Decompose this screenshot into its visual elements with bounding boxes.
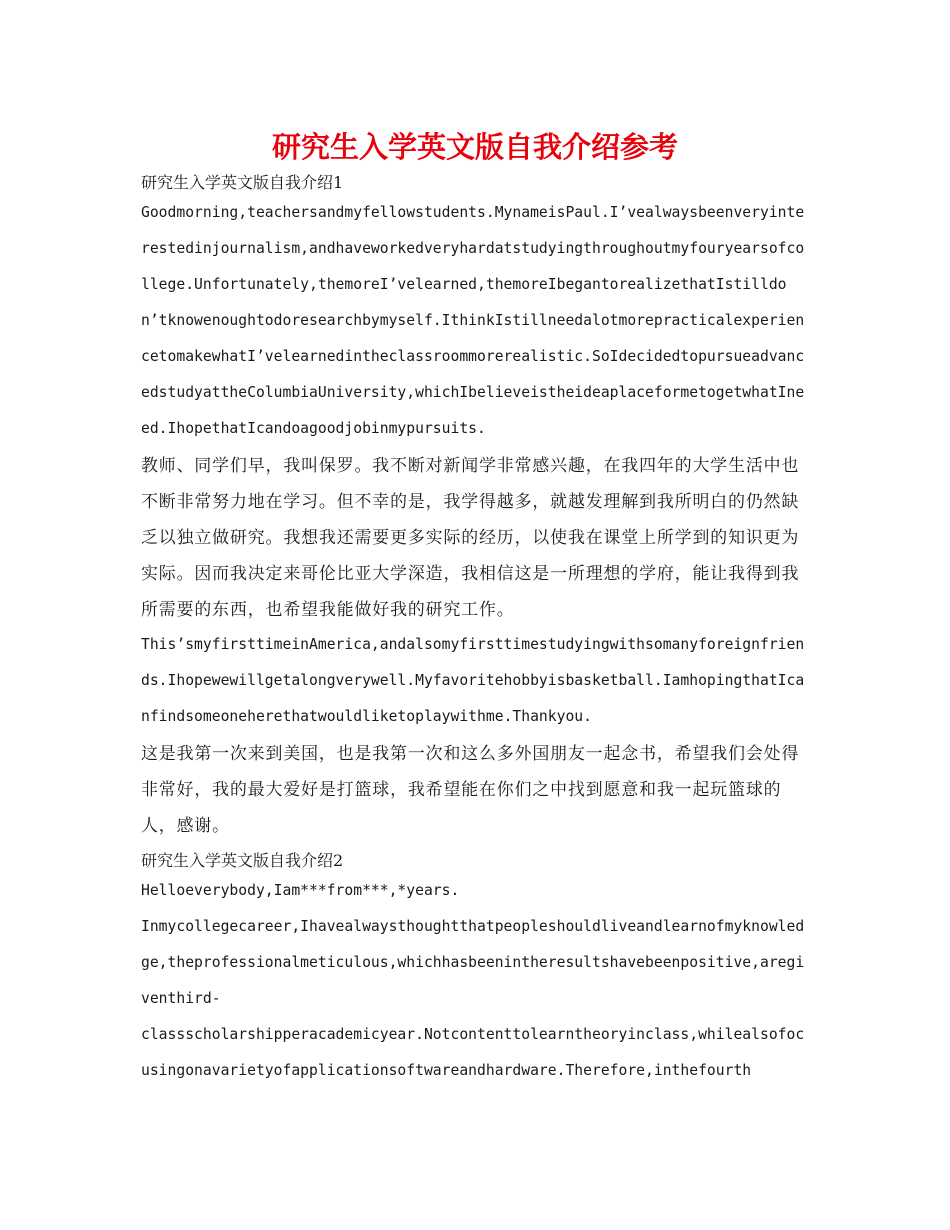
section-heading-1: 研究生入学英文版自我介绍1 <box>141 173 344 192</box>
paragraph-1-chinese: 教师、同学们早，我叫保罗。我不断对新闻学非常感兴趣，在我四年的大学生活中也不断非常努力地在学习。但不幸的是，我学得越多，就越发理解到我所明白的仍然缺乏以独立做研究。我想我还需要更多实际的经历，以使我在课堂上所学到的知识更为实际。因而我决定来哥伦比亚大学深造，我相信这是一所理想的学府，能让我得到我所需要的东西，也希望我能做好我的研究工作。 <box>141 455 800 619</box>
paragraph-2-english: This’smyfirsttimeinAmerica,andalsomyfirsttimestudyingwithsomanyforeignfriends.Ihopewewillgetalongverywell.Myfavoritehobbyisbasketball.IamhopingthatIcanfindsomeoneherethatwouldliketoplaywithme.Thankyou. <box>141 636 805 725</box>
document-title: 研究生入学英文版自我介绍参考 <box>271 130 678 164</box>
paragraph-1-english: Goodmorning,teachersandmyfellowstudents.MynameisPaul.I’vealwaysbeenveryinterestedinjournalism,andhaveworkedveryhardatstudyingthroughoutmyfouryearsofcollege.Unfortunately,themoreI’velearned,themoreIbegantorealizethatIstilldon’tknowenoughtodoresearchbymyself.IthinkIstillneedalotmorepracticalexperiencetomakewhatI’velearnedintheclassroommorerealistic.SoIdecidedtopursueadvancedstudyattheColumbiaUniversity,whichIbelieveistheideaplaceformetogetwhatIneed.IhopethatIcandoagoodjobinmypursuits. <box>141 204 805 437</box>
paragraph-3-english-continued: classscholarshipperacademicyear.Notcontenttolearntheoryinclass,whilealsofocusingonavarietyofapplicationsoftwareandhardware.Therefore,inthefourth <box>141 1026 805 1079</box>
section-heading-2: 研究生入学英文版自我介绍2 <box>141 851 344 870</box>
paragraph-3-intro: Helloeverybody,Iam***from***,*years. <box>141 882 460 899</box>
paragraph-2-chinese: 这是我第一次来到美国，也是我第一次和这么多外国朋友一起念书，希望我们会处得非常好，我的最大爱好是打篮球，我希望能在你们之中找到愿意和我一起玩篮球的人，感谢。 <box>141 743 800 835</box>
paragraph-3-english: Inmycollegecareer,Ihavealwaysthoughtthatpeopleshouldliveandlearnofmyknowledge,theprofessionalmeticulous,whichhasbeenintheresultshavebeenpositive,aregiventhird- <box>141 918 805 1007</box>
